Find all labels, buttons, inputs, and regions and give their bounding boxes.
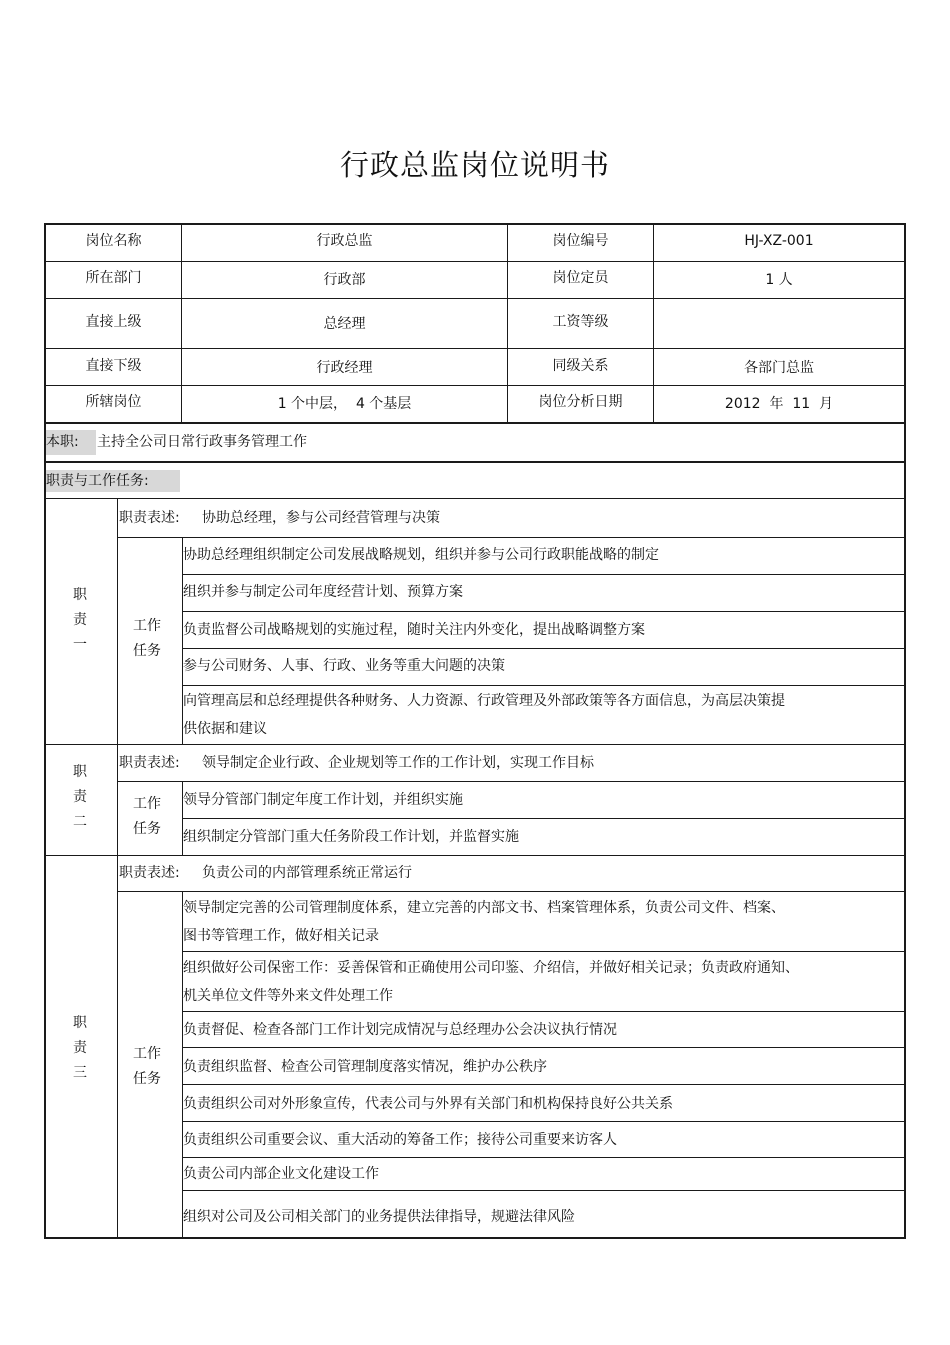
grid-line (183, 648, 904, 649)
duty-1-task-1: 协助总经理组织制定公司发展战略规划，组织并参与公司行政职能战略的制定 (183, 547, 659, 563)
analysis-date-label: 岗位分析日期 (538, 394, 623, 410)
grid-line (118, 891, 904, 892)
table-border-top (44, 223, 906, 225)
grid-line (183, 1047, 904, 1048)
duty-1-statement: 协助总经理，参与公司经营管理与决策 (202, 510, 440, 526)
duty-3-task-5: 负责组织公司对外形象宣传，代表公司与外界有关部门和机构保持良好公共关系 (183, 1096, 673, 1112)
analysis-date-value: 2012 年 11 月 (724, 396, 834, 412)
page-title: 行政总监岗位说明书 (339, 148, 610, 182)
duty-1-task-2: 组织并参与制定公司年度经营计划、预算方案 (183, 584, 463, 600)
duty-1-task-4: 参与公司财务、人事、行政、业务等重大问题的决策 (183, 658, 505, 674)
position-code-label: 岗位编号 (552, 233, 609, 249)
duty-2-label: 职 责 二 (73, 764, 87, 830)
duty-2-statement-label: 职责表述: (119, 755, 180, 771)
duty-1-task-5: 向管理高层和总经理提供各种财务、人力资源、行政管理及外部政策等各方面信息，为高层决策提 供依据和建议 (183, 693, 785, 737)
grid-line (653, 225, 654, 422)
duty-1-statement-label: 职责表述: (119, 510, 180, 526)
headcount-value: 1 人 (765, 272, 793, 288)
grid-line (183, 951, 904, 952)
duty-1-label: 职 责 一 (73, 587, 87, 653)
position-name-value: 行政总监 (316, 233, 373, 249)
grid-line (183, 818, 904, 819)
table-border-left (44, 223, 46, 1239)
duty-3-task-2: 组织做好公司保密工作：妥善保管和正确使用公司印鉴、介绍信，并做好相关记录；负责政府通知、 机关单位文件等外来文件处理工作 (183, 960, 799, 1004)
duty-3-task-3: 负责督促、检查各部门工作计划完成情况与总经理办公会决议执行情况 (183, 1022, 617, 1038)
duty-2-task-2: 组织制定分管部门重大任务阶段工作计划，并监督实施 (183, 829, 519, 845)
peer-label: 同级关系 (552, 358, 609, 374)
position-code-value: HJ-XZ-001 (744, 233, 814, 249)
grid-line (118, 537, 904, 538)
duty-3-task-7: 负责公司内部企业文化建设工作 (183, 1166, 379, 1182)
table-border-right (904, 223, 906, 1239)
duty-3-task-4: 负责组织监督、检查公司管理制度落实情况，维护办公秩序 (183, 1059, 547, 1075)
duties-header: 职责与工作任务: (46, 473, 149, 489)
grid-line (46, 422, 904, 424)
managed-value: 1 个中层， 4 个基层 (277, 396, 412, 412)
grid-line (46, 855, 904, 856)
main-duty-text: 主持全公司日常行政事务管理工作 (97, 434, 307, 450)
grid-line (46, 498, 904, 499)
duty-3-statement-label: 职责表述: (119, 865, 180, 881)
superior-value: 总经理 (323, 316, 366, 332)
grid-line (46, 298, 904, 299)
headcount-label: 岗位定员 (552, 270, 609, 286)
duty-3-task-8: 组织对公司及公司相关部门的业务提供法律指导，规避法律风险 (183, 1209, 575, 1225)
superior-label: 直接上级 (85, 314, 142, 330)
grid-line (46, 385, 904, 386)
subordinate-value: 行政经理 (316, 360, 373, 376)
grid-line (183, 1157, 904, 1158)
salary-label: 工资等级 (552, 314, 609, 330)
grid-line (46, 348, 904, 349)
grid-line (118, 781, 904, 782)
grid-line (183, 574, 904, 575)
grid-line (117, 499, 118, 1237)
position-name-label: 岗位名称 (85, 233, 142, 249)
duty-1-task-3: 负责监督公司战略规划的实施过程，随时关注内外变化，提出战略调整方案 (183, 622, 645, 638)
grid-line (46, 461, 904, 463)
subordinate-label: 直接下级 (85, 358, 142, 374)
duty-2-task-label: 工作 任务 (133, 796, 161, 837)
duty-3-task-label: 工作 任务 (133, 1046, 161, 1087)
department-value: 行政部 (323, 272, 366, 288)
main-duty-label: 本职: (46, 434, 79, 450)
grid-line (46, 744, 904, 745)
peer-value: 各部门总监 (744, 360, 814, 376)
duty-3-label: 职 责 三 (73, 1015, 87, 1081)
duty-3-statement: 负责公司的内部管理系统正常运行 (202, 865, 412, 881)
department-label: 所在部门 (85, 270, 142, 286)
grid-line (46, 261, 904, 262)
grid-line (183, 1011, 904, 1012)
duty-1-task-label: 工作 任务 (133, 618, 161, 659)
duty-2-statement: 领导制定企业行政、企业规划等工作的工作计划，实现工作目标 (202, 755, 594, 771)
grid-line (183, 685, 904, 686)
duty-3-task-1: 领导制定完善的公司管理制度体系，建立完善的内部文书、档案管理体系，负责公司文件、档案、 图书等管理工作，做好相关记录 (183, 900, 785, 944)
grid-line (183, 1084, 904, 1085)
grid-line (183, 611, 904, 612)
duty-3-task-6: 负责组织公司重要会议、重大活动的筹备工作；接待公司重要来访客人 (183, 1132, 617, 1148)
duty-2-task-1: 领导分管部门制定年度工作计划，并组织实施 (183, 792, 463, 808)
grid-line (183, 1190, 904, 1191)
managed-label: 所辖岗位 (85, 394, 142, 410)
table-border-bottom (44, 1237, 906, 1239)
grid-line (183, 1121, 904, 1122)
